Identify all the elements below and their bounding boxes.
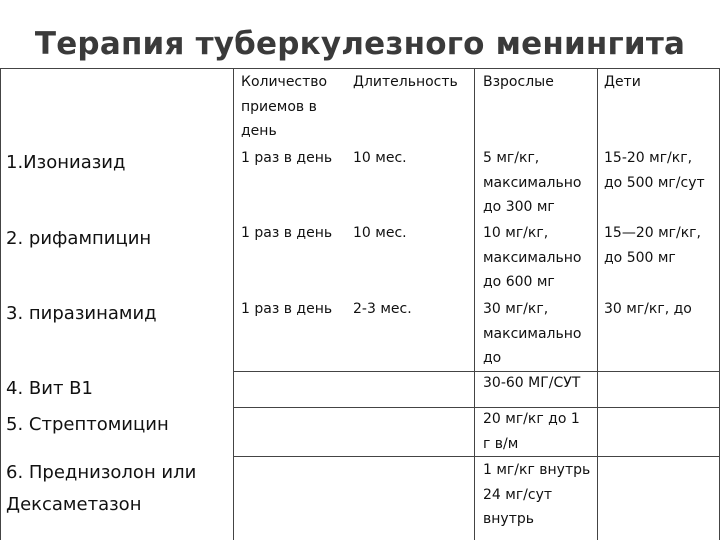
table-border-top [0,68,720,69]
adults-dose-cell: 5 мг/кг, максимально до 300 мг [483,150,582,215]
header-duration: Длительность [353,74,458,90]
drug-name: 1.Изониазид [6,152,126,173]
adults-dose-cell: 20 мг/кг до 1 г в/м [483,411,580,452]
children-dose-cell: 30 мг/кг, до [604,301,692,317]
adults-dose-cell: 1 мг/кг внутрь 24 мг/сут внутрь [483,462,591,527]
table-row-divider [233,371,719,372]
table-col-divider [474,68,475,540]
table-col-divider [233,68,234,540]
children-dose-cell: 15-20 мг/кг, до 500 мг/сут [604,150,705,191]
duration-cell: 10 мес. [353,225,407,241]
table-row-divider [233,407,719,408]
adults-dose-cell: 30 мг/кг, максимально до 30-60 МГ/СУТ [483,301,582,391]
doses-cell: 1 раз в день [241,301,333,317]
adults-dose-cell: 10 мг/кг, максимально до 600 мг [483,225,582,290]
doses-cell: 1 раз в день [241,225,333,241]
header-doses: Количество приемов в день [241,74,328,139]
duration-cell: 2-3 мес. [353,301,412,317]
duration-cell: 10 мес. [353,150,407,166]
drug-name: 4. Вит В1 [6,378,93,399]
doses-cell: 1 раз в день [241,150,333,166]
drug-name: 5. Стрептомицин [6,414,169,435]
table-row-divider [233,456,719,457]
table-col-divider [597,68,598,540]
table-border-left [0,68,1,540]
header-children: Дети [604,74,641,90]
children-dose-cell: 15—20 мг/кг, до 500 мг [604,225,701,266]
drug-name: 2. рифампицин [6,228,152,249]
drug-name: 6. Преднизолон или Дексаметазон [6,462,197,515]
slide-title: Терапия туберкулезного менингита [34,26,686,62]
drug-name: 3. пиразинамид [6,303,157,324]
header-adults: Взрослые [483,74,554,90]
